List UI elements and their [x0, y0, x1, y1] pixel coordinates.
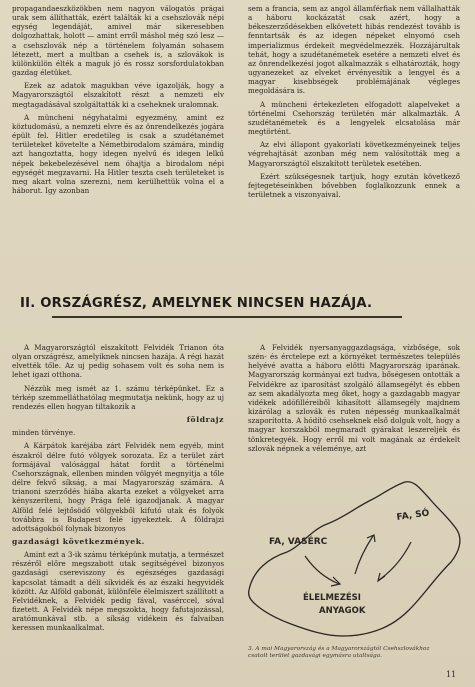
- map-label-wood-salt: FA, SÓ: [396, 508, 431, 523]
- arrow-left-head: [331, 577, 340, 586]
- paragraph: A Kárpátok karéjába zárt Felvidék nem egyéb, mint északról délre futó völgyek sorozata. Ez a terület zárt formájával valósággal hátat fordít a történelmi Csehországnak, ellenben minden völgyét megnyitja a tőle délre fekvő síkság, a mai Magyarország számára. A trianoni szerződés hiába akarta ezeket a völgyeket arra kényszeríteni, hogy Prága felé igazodjanak. A magyar Alföld felé lejtősödő völgyekből kifutó utak és folyók továbbra is Budapest felé igyekeztek. A földrajzi adottságokból folynak bizonyos: [12, 441, 224, 533]
- subheading-economic: gazdasági következmények.: [12, 536, 145, 546]
- paragraph: Amint ezt a 3-ik számu térképünk mutatja, a természet részéről előre megszabott utak segítségével bizonyos gazdasági csereviszony és egészséges gazdasági kapcsolat támadt a déli síkvidék és az északi hegyvidék között. Az Alföld gabonát, különféle élelmiszert szállított a Felvidéknek, a Felvidék pedig fával, vasérccel, sóval fizetett. A Felvidék népe megszokta, hogy fafutajozással, aratómunkával stb. a síkság vidékein és falvaiban keressen munkaalkalmat.: [12, 550, 224, 633]
- arrow-right-line: [379, 542, 411, 580]
- paragraph: Az elvi állapont gyakorlati következményeinek teljes végrehajtását azonban még nem valósították meg a Magyarországtól elszakított területek esetében.: [248, 140, 460, 168]
- subheading-geography: földrajz: [186, 415, 224, 425]
- map-label-food-2: ANYAGOK: [319, 606, 366, 616]
- paragraph: minden törvénye.: [12, 428, 76, 438]
- column-top-right: [248, 4, 460, 203]
- economic-map: [243, 478, 465, 640]
- column-bottom-right: [248, 343, 460, 457]
- arrow-right-head: [378, 573, 385, 581]
- paragraph: A müncheni értekezleten elfogadott alapelveket a történelmi Csehország területén már alkalmazták. A szudétanémetek és a lengyelek elcsatolása már megtörtént.: [248, 99, 460, 137]
- map-label-wood-iron: FA, VASÉRC: [269, 537, 328, 547]
- map-svg: [243, 478, 465, 640]
- paragraph: Ezek az adatok magukban véve igazolják, hogy a Magyarországtól elszakított részt a nemzeti elv megtagadásával szolgáltatták ki a cseheknek uralomnak.: [12, 81, 224, 109]
- paragraph: A Felvidék nyersanyaggazdagsága, vízbősége, sok szén- és érctelepe ezt a környéket természetes település helyévé avatta a háboru előtti Magyarország iparának. Magyarország kormányai ezt tudva, bőségesen ontották a Felvidékre az iparosítást szolgáló államsegélyt és ebben az sem akadályozta meg őket, hogy a gazdagabb magyar vidékek adófilléreiből kihasított államsegély majdnem kizárólag a szlovák és ruten népesség munkaalkalmát szaporította. A hódító csehseknek első dolguk volt, hogy a magyar korszakból megmaradt gyárakat leszereljék és tönkretegyék. Hogy erről mi volt magának az érdekelt szlovák népnek a véleménye, azt: [248, 343, 460, 453]
- column-top-left: [12, 4, 224, 199]
- heading-underline: [52, 316, 402, 318]
- paragraph: propagandaeszközökben nem nagyon válogatós prágai urak sem állíthatták, ezért találták ki a csehszlovák népi egység legendáját, amivel már sikeresebben dolgozhattak, holott — amint erről máshol még szó lesz — a csehszlovák nép a történelem folyamán sohasem létezett, mert a multban a csehek is, a szlovákok is különkülön élték a maguk jó és rossz sorsfordulatokban gazdag életüket.: [12, 4, 224, 78]
- arrow-up-line: [355, 536, 373, 574]
- section-heading: II. ORSZÁGRÉSZ, AMELYNEK NINCSEN HAZÁJA.: [20, 296, 373, 311]
- map-caption: 3. A mai Magyarország és a Magyarországtól Csehszlovákhoz csatolt terület gazdasági egymásra utaltsága.: [248, 646, 430, 660]
- column-bottom-left: [12, 343, 224, 637]
- arrow-left-line: [305, 556, 339, 584]
- map-label-food-1: ÉLELMEZÉSI: [303, 593, 361, 603]
- paragraph: Ezért szükségesnek tartjuk, hogy ezután következő fejtegetéseinkben bővebben foglalkozzunk ennek a területnek a viszonyaival.: [248, 171, 460, 199]
- paragraph: sem a francia, sem az angol államférfiak nem vállalhatták a háboru kockázatát csak azért, hogy a békeszerződésekben elkövetett hibás rendezést tovább is fenntartsák és az idegen népeket elnyomó cseh imperializmus érdekeit megvédelmezzék. Hozzájárultak tehát, hogy a szudétanémetek esetére a nemzeti elvet és az önrendelkezési jogot alkalmazzák s elhatározták, hogy ugyanezeket az elveket érvényesítik a lengyel és a magyar kisebbségek problémájának végleges megoldására is.: [248, 4, 460, 96]
- paragraph: A müncheni négyhatalmi egyezmény, amint ez köztudomású, a nemzeti elvre és az önrendelkezés jogára épült fel. Hitler eredetileg is csak a szudétanémet területeket követelte a Németbirodalom számára, mindig azt hangoztatta, hogy idegen nyelvű és idegen lelkű népek bekebelezésével nem óhajtja a birodalom népi egységét megzavarni. Ha Hitler teszta cseh területeket is meg akart volna szerezni, nem kerülhettük volna el a háborut. Igy azonban: [12, 112, 224, 195]
- paragraph: Nézzük meg ismét az 1. számu térképünket. Ez a térkép szemmelláthatólag megmutatja nekünk, hogy az uj rendezés ellen hogyan tiltakozik a: [12, 383, 224, 411]
- paragraph: A Magyarországtól elszakított Felvidék Trianon óta olyan országrész, amelyiknek nincsen hazája. A régi hazát elvették tőle. Az uj pedig sohasem volt és soha nem is lehet igazi otthona.: [12, 343, 224, 380]
- page-number: 11: [446, 670, 457, 679]
